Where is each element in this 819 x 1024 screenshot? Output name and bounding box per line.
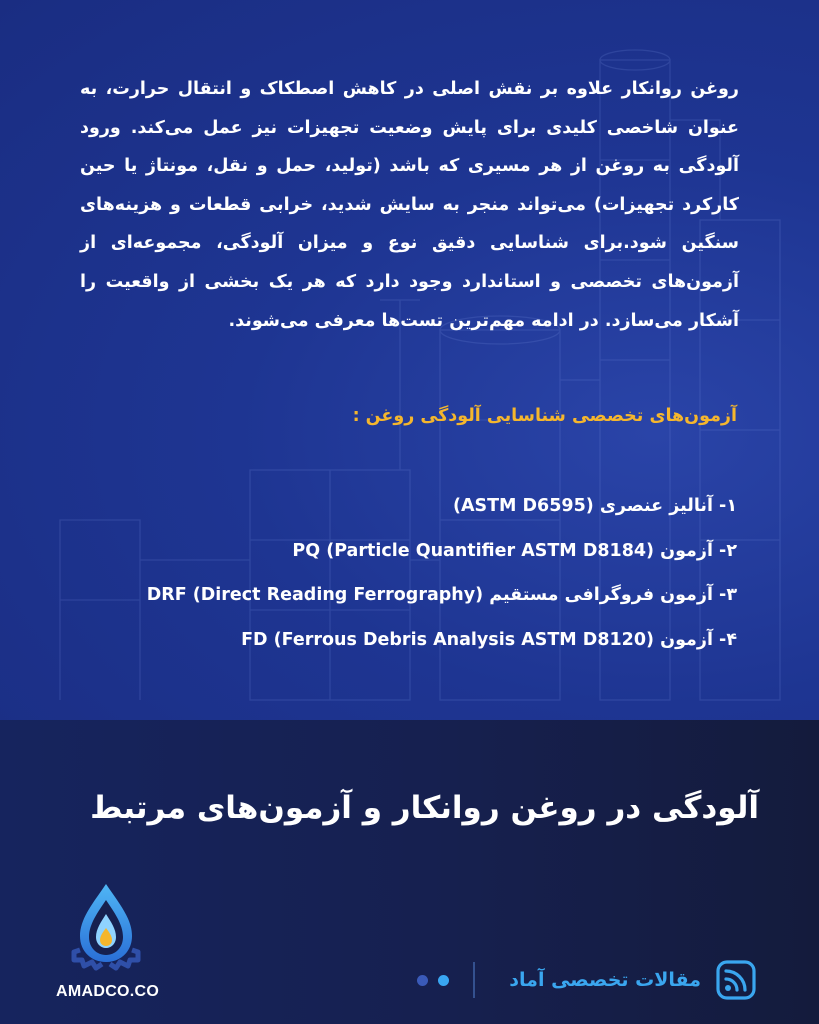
footer-label: مقالات تخصصی آماد (509, 969, 701, 991)
page-dot-active (438, 975, 449, 986)
list-item: ۱- آنالیز عنصری (ASTM D6595) (452, 496, 737, 516)
tests-list (80, 484, 737, 662)
list-item: ۲- آزمون (PQ (Particle Quantifier ASTM D8184 (292, 540, 737, 561)
page-indicator (417, 975, 449, 986)
divider (473, 962, 475, 998)
section-heading: آزمون‌های تخصصی شناسایی آلودگی روغن : (352, 406, 737, 426)
site-url: AMADCO.CO (56, 983, 160, 1000)
footer-branding (417, 958, 757, 1002)
list-item: ۳- آزمون فروگرافی مستقیم (DRF (Direct Reading Ferrography (146, 585, 737, 605)
intro-paragraph: روغن روانکار علاوه بر نقش اصلی در کاهش اصطکاک و انتقال حرارت، به عنوان شاخصی کلیدی برای پایش وضعیت تجهیزات نیز عمل می‌کند. ورود آلودگی به روغن از هر مسیری که باشد (تولید، حمل و نقل، مونتاژ یا حین کارکرد تجهیزات) می‌تواند منجر به سایش شدید، خرابی قطعات و هزینه‌های سنگین شود.برای شناسایی دقیق نوع و میزان آلودگی، مجموعه‌ای از آزمون‌های تخصصی و استاندارد وجود دارد که هر یک بخشی از واقعیت را آشکار می‌سازد. در ادامه مهم‌ترین تست‌ها معرفی می‌شوند. (80, 79, 739, 331)
rss-icon (715, 959, 757, 1001)
list-item: ۴- آزمون (FD (Ferrous Debris Analysis ASTM D8120 (241, 629, 737, 650)
amadco-logo-icon (66, 880, 146, 972)
page-dot (417, 975, 428, 986)
page-title: آلودگی در روغن روانکار و آزمون‌های مرتبط (90, 790, 759, 826)
